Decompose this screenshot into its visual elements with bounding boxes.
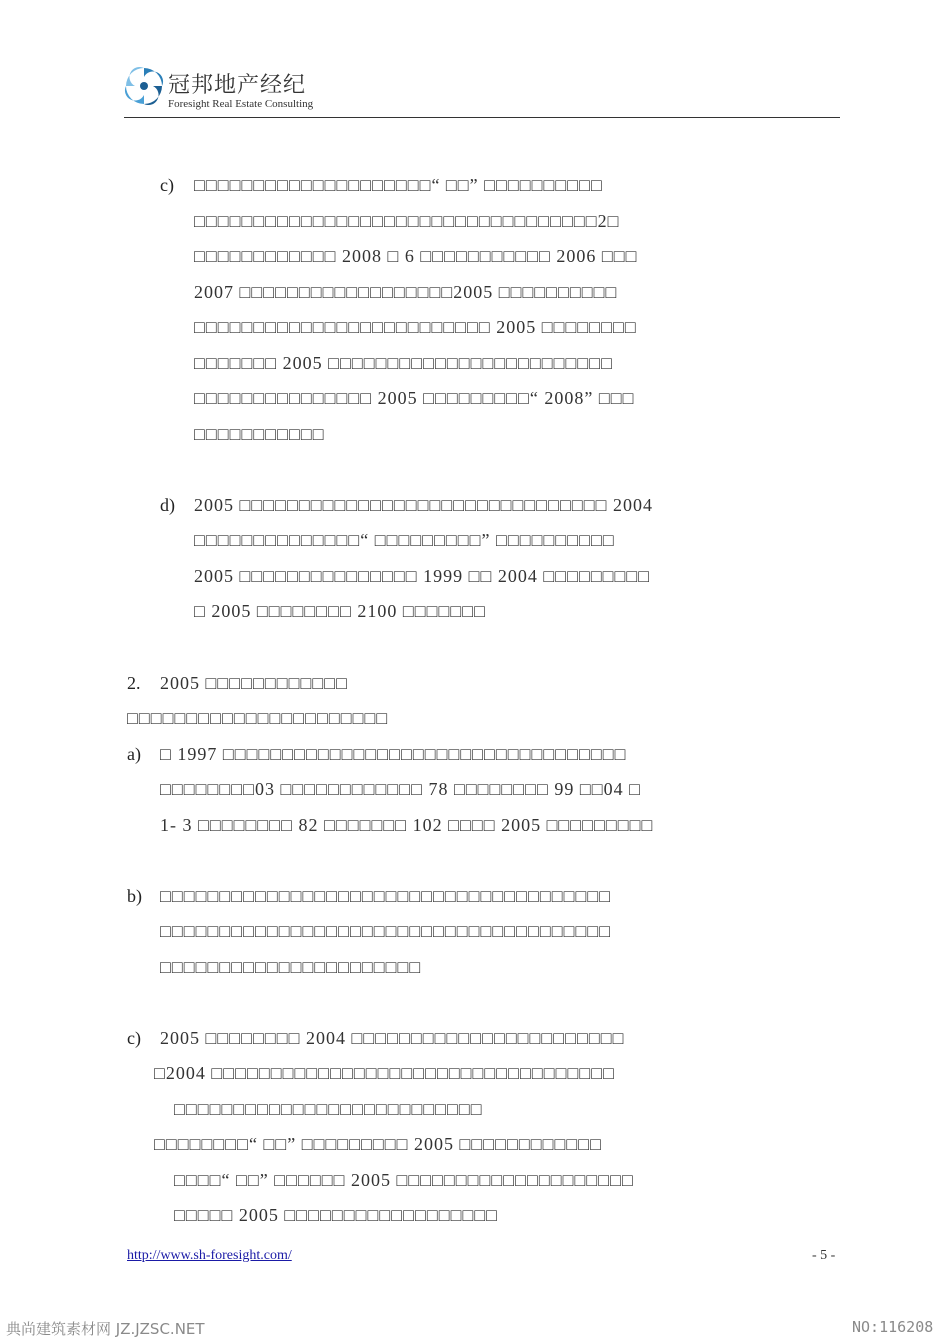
paragraph-b-line: □□□□□□□□□□□□□□□□□□□□□□ bbox=[160, 957, 422, 977]
paragraph-c2-line: 2005 □□□□□□□□ 2004 □□□□□□□□□□□□□□□□□□□□□□□ bbox=[160, 1028, 625, 1048]
paragraph-c2-line: □□□□“ □□” □□□□□□ 2005 □□□□□□□□□□□□□□□□□□□□ bbox=[174, 1170, 634, 1190]
paragraph-a-line: □ 1997 □□□□□□□□□□□□□□□□□□□□□□□□□□□□□□□□□□ bbox=[160, 744, 627, 764]
footer-website-link[interactable]: http://www.sh-foresight.com/ bbox=[127, 1248, 292, 1263]
company-logo bbox=[124, 64, 364, 116]
paragraph-c-line: □□□□□□□□□□□□□□□□□□□□□□□□□ 2005 □□□□□□□□ bbox=[194, 317, 637, 337]
item-marker-a: a) bbox=[127, 744, 141, 764]
paragraph-c-line: □□□□□□□□□□□ bbox=[194, 424, 325, 444]
paragraph-b-line: □□□□□□□□□□□□□□□□□□□□□□□□□□□□□□□□□□□□□□ bbox=[160, 921, 612, 941]
section-title: 2005 □□□□□□□□□□□□ bbox=[160, 673, 348, 693]
paragraph-d-line: □□□□□□□□□□□□□□“ □□□□□□□□□” □□□□□□□□□□ bbox=[194, 530, 615, 550]
brand-name-cn: 冠邦地产经纪 bbox=[168, 73, 307, 98]
brand-name-en: Foresight Real Estate Consulting bbox=[168, 98, 314, 110]
paragraph-c2-line: □2004 □□□□□□□□□□□□□□□□□□□□□□□□□□□□□□□□□□ bbox=[154, 1063, 616, 1083]
section-number: 2. bbox=[127, 673, 141, 693]
paragraph-c-line: 2007 □□□□□□□□□□□□□□□□□□2005 □□□□□□□□□□ bbox=[194, 282, 618, 302]
paragraph-d-line: 2005 □□□□□□□□□□□□□□□□□□□□□□□□□□□□□□□ 2004 bbox=[194, 495, 654, 515]
paragraph-c2-line: □□□□□ 2005 □□□□□□□□□□□□□□□□□□ bbox=[174, 1205, 499, 1225]
logo-swirl-icon bbox=[124, 66, 164, 106]
item-marker-b: b) bbox=[127, 886, 142, 906]
item-marker-c2: c) bbox=[127, 1028, 141, 1048]
paragraph-b-line: □□□□□□□□□□□□□□□□□□□□□□□□□□□□□□□□□□□□□□ bbox=[160, 886, 612, 906]
section-subtitle: □□□□□□□□□□□□□□□□□□□□□□ bbox=[127, 708, 389, 728]
paragraph-a-line: 1- 3 □□□□□□□□ 82 □□□□□□□ 102 □□□□ 2005 □□□□□□□□□ bbox=[160, 815, 654, 835]
paragraph-c-line: □□□□□□□□□□□□□□□ 2005 □□□□□□□□□“ 2008” □□□ bbox=[194, 388, 635, 408]
item-marker-d: d) bbox=[160, 495, 175, 515]
paragraph-d-line: □ 2005 □□□□□□□□ 2100 □□□□□□□ bbox=[194, 601, 486, 621]
watermark-site: 典尚建筑素材网 JZ.JZSC.NET bbox=[6, 1320, 205, 1338]
paragraph-a-line: □□□□□□□□03 □□□□□□□□□□□□ 78 □□□□□□□□ 99 □□04 □ bbox=[160, 779, 642, 799]
page-number: - 5 - bbox=[812, 1248, 836, 1263]
item-marker-c: c) bbox=[160, 175, 174, 195]
header-divider bbox=[124, 117, 840, 118]
paragraph-c-line: □□□□□□□ 2005 □□□□□□□□□□□□□□□□□□□□□□□□ bbox=[194, 353, 614, 373]
paragraph-c-line: □□□□□□□□□□□□□□□□□□□□“ □□” □□□□□□□□□□ bbox=[194, 175, 603, 195]
paragraph-c2-line: □□□□□□□□“ □□” □□□□□□□□□ 2005 □□□□□□□□□□□□ bbox=[154, 1134, 603, 1154]
paragraph-d-line: 2005 □□□□□□□□□□□□□□□ 1999 □□ 2004 □□□□□□□□□ bbox=[194, 566, 651, 586]
paragraph-c2-line: □□□□□□□□□□□□□□□□□□□□□□□□□□ bbox=[174, 1099, 483, 1119]
watermark-id: NO:116208 bbox=[852, 1318, 934, 1336]
paragraph-c-line: □□□□□□□□□□□□□□□□□□□□□□□□□□□□□□□□□□2□ bbox=[194, 211, 620, 231]
paragraph-c-line: □□□□□□□□□□□□ 2008 □ 6 □□□□□□□□□□□ 2006 □□□ bbox=[194, 246, 638, 266]
